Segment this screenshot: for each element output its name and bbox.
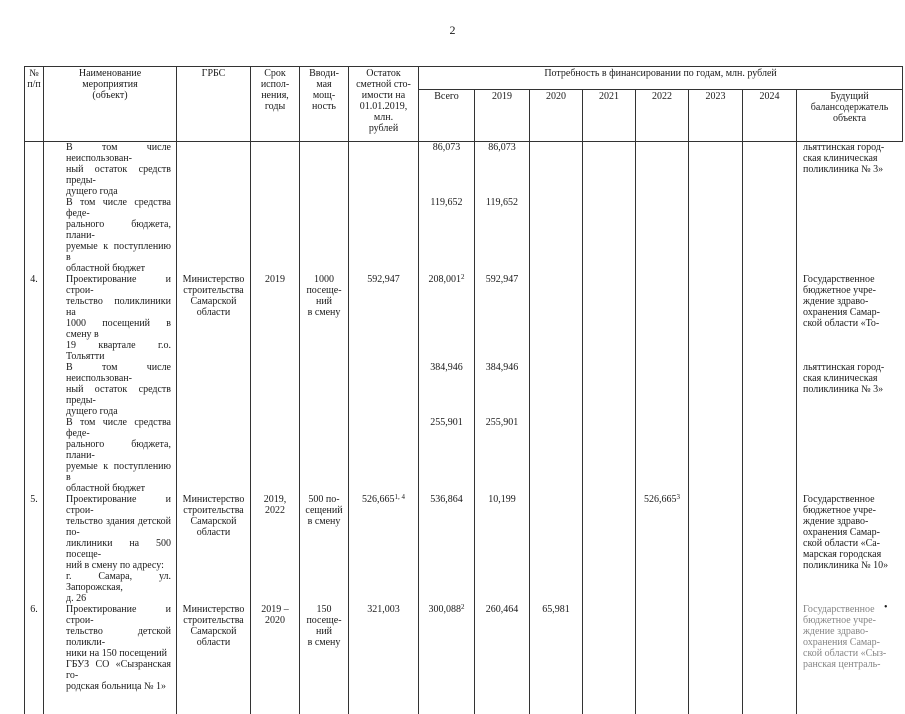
row-2023 bbox=[689, 197, 743, 274]
row-remainder bbox=[349, 362, 419, 417]
row-remainder bbox=[349, 417, 419, 494]
row-term bbox=[251, 362, 300, 417]
row-name: В том числе неиспользован- ный остаток средств преды- дущего года bbox=[44, 362, 177, 417]
header-remainder: Остаток сметной сто- имости на 01.01.2019, млн. рублей bbox=[349, 67, 419, 142]
value: 321,003 bbox=[367, 604, 400, 615]
row-remainder bbox=[349, 604, 419, 714]
header-future: Будущий балансодержатель объекта bbox=[797, 90, 903, 142]
row-capacity: 150 посеще- ний в смену bbox=[300, 604, 349, 714]
row-total bbox=[419, 604, 475, 714]
row-2024 bbox=[743, 417, 797, 494]
header-grbs: ГРБС bbox=[177, 67, 251, 142]
row-grbs bbox=[177, 142, 251, 198]
row-future: Государственное бюджетное учре- ждение здраво- охранения Самар- ской области «Са- марская городская поликлиника № 10» bbox=[797, 494, 903, 604]
row-total bbox=[419, 417, 475, 494]
row-total bbox=[419, 274, 475, 362]
row-2019: 384,946 bbox=[475, 362, 530, 417]
row-number bbox=[25, 142, 44, 198]
row-total bbox=[419, 197, 475, 274]
value: 86,073 bbox=[432, 142, 461, 153]
row-future: Государственное бюджетное учре- ждение здраво- охранения Самар- ской области «То- bbox=[797, 274, 903, 362]
row-2022 bbox=[636, 274, 689, 362]
row-name: Проектирование и строи- тельство детской поликли- ники на 150 посещений ГБУЗ СО «Сызранская го- родская больница № 1» bbox=[44, 604, 177, 714]
row-capacity bbox=[300, 142, 349, 198]
row-name: В том числе средства феде- рального бюджета, плани- руемые к поступлению в областной бюджет bbox=[44, 417, 177, 494]
row-future bbox=[797, 197, 903, 274]
header-2019: 2019 bbox=[475, 90, 530, 142]
row-2022 bbox=[636, 417, 689, 494]
row-total bbox=[419, 142, 475, 198]
row-grbs bbox=[177, 362, 251, 417]
row-2024 bbox=[743, 197, 797, 274]
row-2023 bbox=[689, 494, 743, 604]
footnote-mark: 2 bbox=[461, 273, 465, 281]
row-2020 bbox=[530, 274, 583, 362]
row-number bbox=[25, 417, 44, 494]
row-2019: 119,652 bbox=[475, 197, 530, 274]
value: 526,665 bbox=[362, 494, 395, 505]
value: 255,901 bbox=[430, 417, 463, 428]
row-2023 bbox=[689, 604, 743, 714]
row-future: Государственное бюджетное учре- ждение здраво- охранения Самар- ской области «Сыз- ранская централь- bbox=[797, 604, 903, 714]
row-capacity bbox=[300, 197, 349, 274]
row-2024 bbox=[743, 494, 797, 604]
row-term bbox=[251, 142, 300, 198]
row-total bbox=[419, 494, 475, 604]
value: 536,864 bbox=[430, 494, 463, 505]
row-2020 bbox=[530, 494, 583, 604]
row-capacity bbox=[300, 417, 349, 494]
footnote-mark: 2 bbox=[461, 603, 465, 611]
financing-table bbox=[24, 66, 903, 714]
row-number: 6. bbox=[25, 604, 44, 714]
header-2024: 2024 bbox=[743, 90, 797, 142]
table-row bbox=[25, 604, 903, 714]
header-num: № п/п bbox=[25, 67, 44, 142]
row-2021 bbox=[583, 142, 636, 198]
footnote-mark: 1, 4 bbox=[394, 493, 405, 501]
row-term bbox=[251, 417, 300, 494]
table-row bbox=[25, 274, 903, 362]
row-grbs bbox=[177, 417, 251, 494]
row-2020 bbox=[530, 417, 583, 494]
row-remainder bbox=[349, 494, 419, 604]
row-2024 bbox=[743, 362, 797, 417]
row-2023 bbox=[689, 142, 743, 198]
row-future bbox=[797, 417, 903, 494]
row-grbs: Министерство строительства Самарской области bbox=[177, 494, 251, 604]
row-capacity: 1000 посеще- ний в смену bbox=[300, 274, 349, 362]
row-number: 5. bbox=[25, 494, 44, 604]
row-2022 bbox=[636, 604, 689, 714]
row-2024 bbox=[743, 274, 797, 362]
row-term: 2019, 2022 bbox=[251, 494, 300, 604]
row-name: Проектирование и строи- тельство здания детской по- ликлиники на 500 посеще- ний в смену по адресу: г. Самара, ул. Запорожская, д. 26 bbox=[44, 494, 177, 604]
row-capacity bbox=[300, 362, 349, 417]
value: 526,665 bbox=[644, 494, 677, 505]
header-2020: 2020 bbox=[530, 90, 583, 142]
scan-mark: • bbox=[884, 602, 888, 613]
row-2021 bbox=[583, 274, 636, 362]
table-row bbox=[25, 197, 903, 274]
row-2023 bbox=[689, 417, 743, 494]
row-number: 4. bbox=[25, 274, 44, 362]
value: 592,947 bbox=[367, 274, 400, 285]
row-name: Проектирование и строи- тельство поликлиники на 1000 посещений в смену в 19 квартале г.о. Тольятти bbox=[44, 274, 177, 362]
table-row bbox=[25, 494, 903, 604]
row-2020 bbox=[530, 142, 583, 198]
table-row bbox=[25, 142, 903, 198]
value: 384,946 bbox=[430, 362, 463, 373]
header-need: Потребность в финансировании по годам, млн. рублей bbox=[419, 67, 903, 90]
row-number bbox=[25, 197, 44, 274]
row-2019: 10,199 bbox=[475, 494, 530, 604]
row-2022 bbox=[636, 197, 689, 274]
row-remainder bbox=[349, 274, 419, 362]
header-name: Наименование мероприятия (объект) bbox=[44, 67, 177, 142]
header-total: Всего bbox=[419, 90, 475, 142]
row-grbs: Министерство строительства Самарской области bbox=[177, 274, 251, 362]
value: 300,088 bbox=[428, 604, 461, 615]
row-2020 bbox=[530, 362, 583, 417]
row-future: льяттинская город- ская клиническая поликлиника № 3» bbox=[797, 362, 903, 417]
value: 119,652 bbox=[430, 197, 463, 208]
value: 208,001 bbox=[428, 274, 461, 285]
page-number: 2 bbox=[449, 23, 456, 37]
row-name: В том числе средства феде- рального бюджета, плани- руемые к поступлению в областной бюджет bbox=[44, 197, 177, 274]
row-term: 2019 – 2020 bbox=[251, 604, 300, 714]
header-2021: 2021 bbox=[583, 90, 636, 142]
row-2021 bbox=[583, 362, 636, 417]
row-2021 bbox=[583, 417, 636, 494]
row-2020 bbox=[530, 197, 583, 274]
row-total bbox=[419, 362, 475, 417]
footnote-mark: 3 bbox=[676, 493, 680, 501]
row-2023 bbox=[689, 274, 743, 362]
row-2022 bbox=[636, 494, 689, 604]
row-grbs: Министерство строительства Самарской области bbox=[177, 604, 251, 714]
row-2020: 65,981 bbox=[530, 604, 583, 714]
row-2019: 592,947 bbox=[475, 274, 530, 362]
row-2021 bbox=[583, 197, 636, 274]
row-number bbox=[25, 362, 44, 417]
row-name: В том числе неиспользован- ный остаток средств преды- дущего года bbox=[44, 142, 177, 198]
row-remainder bbox=[349, 197, 419, 274]
row-grbs bbox=[177, 197, 251, 274]
row-2021 bbox=[583, 604, 636, 714]
row-remainder bbox=[349, 142, 419, 198]
row-2024 bbox=[743, 142, 797, 198]
header-term: Срок испол- нения, годы bbox=[251, 67, 300, 142]
row-2023 bbox=[689, 362, 743, 417]
table-row bbox=[25, 362, 903, 417]
row-2022 bbox=[636, 142, 689, 198]
row-2019: 86,073 bbox=[475, 142, 530, 198]
header-capacity: Вводи- мая мощ- ность bbox=[300, 67, 349, 142]
row-2021 bbox=[583, 494, 636, 604]
row-2019: 255,901 bbox=[475, 417, 530, 494]
header-2022: 2022 bbox=[636, 90, 689, 142]
row-2024 bbox=[743, 604, 797, 714]
row-term: 2019 bbox=[251, 274, 300, 362]
row-term bbox=[251, 197, 300, 274]
row-2022 bbox=[636, 362, 689, 417]
table-row bbox=[25, 417, 903, 494]
row-2019: 260,464 bbox=[475, 604, 530, 714]
row-capacity: 500 по- сещений в смену bbox=[300, 494, 349, 604]
header-2023: 2023 bbox=[689, 90, 743, 142]
row-future: льяттинская город- ская клиническая поликлиника № 3» bbox=[797, 142, 903, 198]
